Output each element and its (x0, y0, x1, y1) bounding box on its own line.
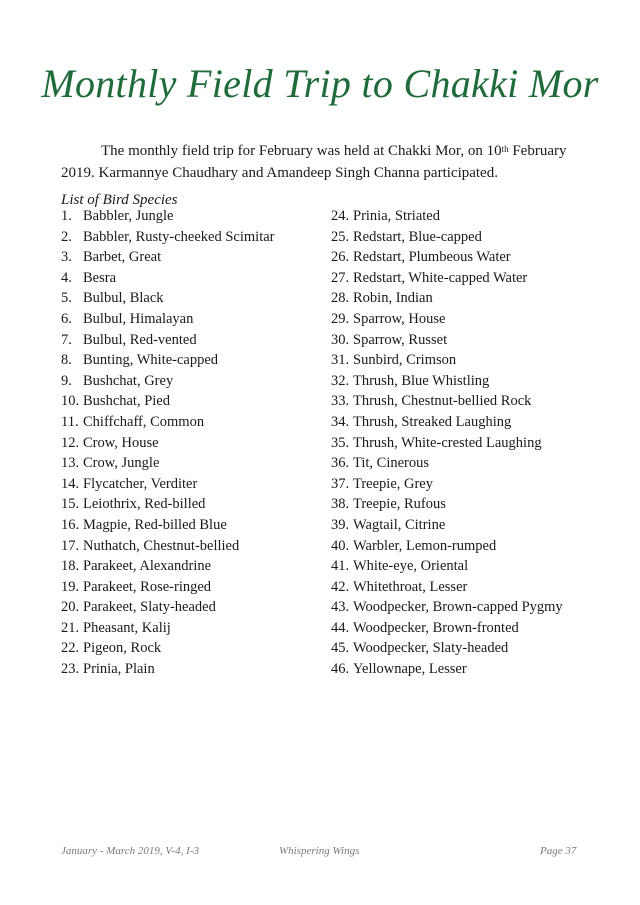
species-name: Bushchat, Grey (83, 372, 174, 389)
species-number: 42. (331, 578, 350, 595)
species-name: Chiffchaff, Common (83, 413, 205, 430)
species-item (331, 247, 563, 268)
species-number: 38. (331, 496, 350, 513)
species-item (331, 371, 563, 392)
species-item (61, 330, 275, 351)
page-title: Monthly Field Trip to Chakki Mor (41, 61, 599, 106)
species-item (331, 227, 563, 248)
species-item (331, 515, 563, 536)
species-item (331, 474, 563, 495)
species-item (331, 350, 563, 371)
species-item (61, 638, 275, 659)
species-number: 1. (61, 208, 72, 224)
species-name: Warbler, Lemon-rumped (353, 537, 497, 554)
species-list-heading: List of Bird Species (61, 192, 178, 208)
species-name: Woodpecker, Brown-fronted (353, 619, 519, 636)
species-name: Babbler, Rusty-cheeked Scimitar (83, 228, 275, 245)
species-name: Woodpecker, Slaty-headed (353, 640, 509, 657)
species-name: Parakeet, Rose-ringed (83, 578, 212, 595)
species-item (61, 474, 275, 495)
species-name: Pheasant, Kalij (83, 619, 171, 636)
species-name: White-eye, Oriental (353, 558, 469, 575)
species-name: Flycatcher, Verditer (83, 475, 198, 492)
species-number: 2. (61, 228, 72, 245)
species-item (61, 247, 275, 268)
species-name: Crow, House (83, 434, 159, 451)
species-item (61, 659, 275, 680)
species-number: 40. (331, 537, 350, 554)
species-number: 10. (61, 393, 80, 410)
species-number: 17. (61, 537, 80, 554)
species-name: Redstart, Blue-capped (353, 228, 482, 245)
species-item (61, 391, 275, 412)
species-item (61, 227, 275, 248)
species-number: 44. (331, 619, 350, 636)
intro-ordinal-suffix: th (501, 144, 509, 154)
species-number: 24. (331, 208, 350, 224)
species-number: 18. (61, 558, 80, 575)
species-number: 12. (61, 434, 80, 451)
species-item (331, 556, 563, 577)
species-item (61, 577, 275, 598)
species-number: 41. (331, 558, 350, 575)
species-list-left (61, 206, 275, 680)
species-name: Thrush, Blue Whistling (353, 372, 490, 389)
species-number: 9. (61, 372, 72, 389)
species-name: Bulbul, Himalayan (83, 310, 194, 327)
species-name: Parakeet, Slaty-headed (83, 599, 216, 616)
species-number: 16. (61, 516, 80, 533)
species-item (61, 618, 275, 639)
species-item (61, 433, 275, 454)
species-name: Thrush, Chestnut-bellied Rock (353, 393, 532, 410)
species-item (61, 268, 275, 289)
species-number: 15. (61, 496, 80, 513)
species-name: Treepie, Grey (353, 475, 433, 492)
species-item (61, 371, 275, 392)
species-number: 3. (61, 249, 72, 266)
species-item (331, 206, 563, 227)
species-number: 20. (61, 599, 80, 616)
species-number: 28. (331, 290, 350, 307)
species-number: 34. (331, 413, 350, 430)
species-item (331, 268, 563, 289)
species-number: 37. (331, 475, 350, 492)
species-item (61, 288, 275, 309)
species-item (61, 494, 275, 515)
species-number: 45. (331, 640, 350, 657)
species-number: 22. (61, 640, 80, 657)
species-number: 32. (331, 372, 350, 389)
species-number: 33. (331, 393, 350, 410)
species-name: Bulbul, Red-vented (83, 331, 197, 348)
species-number: 36. (331, 455, 350, 472)
intro-text-start: The monthly field trip for February was held at Chakki Mor, on 10 (101, 143, 502, 159)
species-item (331, 433, 563, 454)
species-name: Sparrow, Russet (353, 331, 448, 348)
species-number: 23. (61, 661, 80, 678)
species-name: Bushchat, Pied (83, 393, 170, 410)
species-name: Whitethroat, Lesser (353, 578, 468, 595)
species-name: Thrush, Streaked Laughing (353, 413, 512, 430)
species-name: Bunting, White-capped (83, 352, 219, 369)
species-name: Thrush, White-crested Laughing (353, 434, 542, 451)
species-number: 26. (331, 249, 350, 266)
species-name: Robin, Indian (353, 290, 433, 307)
species-item (61, 536, 275, 557)
species-name: Magpie, Red-billed Blue (83, 516, 227, 533)
species-name: Crow, Jungle (83, 455, 160, 472)
species-number: 46. (331, 661, 350, 678)
species-item (331, 536, 563, 557)
species-item (61, 556, 275, 577)
species-number: 8. (61, 352, 72, 369)
species-number: 43. (331, 599, 350, 616)
species-number: 27. (331, 269, 350, 286)
intro-text-end: February 2019. Karmannye Chaudhary and Amandeep Singh Channa participated. (61, 143, 567, 181)
species-name: Bulbul, Black (83, 290, 164, 307)
species-number: 35. (331, 434, 350, 451)
footer-issue: January - March 2019, V-4, I-3 (61, 845, 199, 857)
species-item (61, 206, 275, 227)
species-item (61, 515, 275, 536)
species-number: 14. (61, 475, 80, 492)
species-item (331, 618, 563, 639)
species-name: Tit, Cinerous (353, 455, 430, 472)
species-name: Babbler, Jungle (83, 208, 174, 224)
species-number: 30. (331, 331, 350, 348)
species-list-right (331, 206, 563, 680)
species-number: 19. (61, 578, 80, 595)
species-number: 21. (61, 619, 80, 636)
species-number: 31. (331, 352, 350, 369)
species-name: Redstart, Plumbeous Water (353, 249, 511, 266)
footer-publication: Whispering Wings (279, 845, 360, 857)
species-number: 13. (61, 455, 80, 472)
species-number: 6. (61, 310, 72, 327)
species-item (61, 597, 275, 618)
species-name: Redstart, White-capped Water (353, 269, 528, 286)
species-number: 4. (61, 269, 72, 286)
species-item (331, 597, 563, 618)
species-name: Prinia, Plain (83, 661, 155, 678)
species-name: Treepie, Rufous (353, 496, 446, 513)
species-number: 7. (61, 331, 72, 348)
species-name: Sparrow, House (353, 310, 446, 327)
species-item (331, 288, 563, 309)
species-item (331, 453, 563, 474)
species-name: Nuthatch, Chestnut-bellied (83, 537, 240, 554)
species-item (331, 494, 563, 515)
species-name: Wagtail, Citrine (353, 516, 446, 533)
species-item (61, 309, 275, 330)
species-number: 39. (331, 516, 350, 533)
species-name: Besra (83, 269, 117, 286)
species-item (331, 391, 563, 412)
species-name: Woodpecker, Brown-capped Pygmy (353, 599, 563, 616)
species-name: Leiothrix, Red-billed (83, 496, 206, 513)
species-name: Barbet, Great (83, 249, 162, 266)
species-item (331, 309, 563, 330)
species-item (61, 412, 275, 433)
species-number: 11. (61, 413, 79, 430)
species-item (331, 330, 563, 351)
intro-paragraph (61, 140, 581, 184)
species-item (61, 453, 275, 474)
species-number: 5. (61, 290, 72, 307)
species-name: Prinia, Striated (353, 208, 440, 224)
species-item (331, 577, 563, 598)
species-item (61, 350, 275, 371)
species-name: Parakeet, Alexandrine (83, 558, 212, 575)
species-number: 25. (331, 228, 350, 245)
species-name: Sunbird, Crimson (353, 352, 457, 369)
species-name: Pigeon, Rock (83, 640, 162, 657)
species-item (331, 659, 563, 680)
species-name: Yellownape, Lesser (353, 661, 467, 678)
species-item (331, 412, 563, 433)
footer-page-number: Page 37 (540, 845, 577, 857)
species-item (331, 638, 563, 659)
species-number: 29. (331, 310, 350, 327)
